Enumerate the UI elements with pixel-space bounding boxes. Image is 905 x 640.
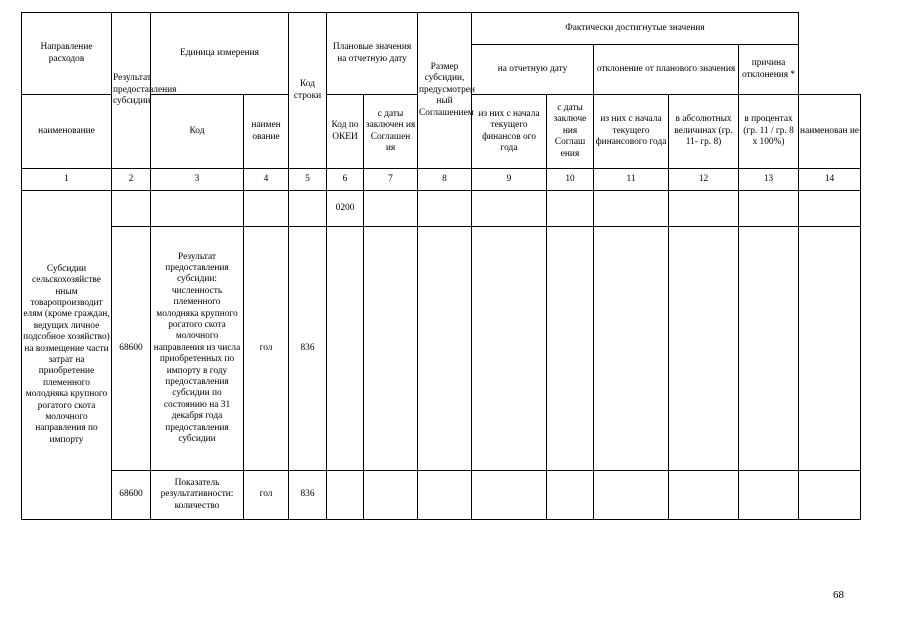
- header-name: наименование: [22, 95, 112, 169]
- line-code-cell: 0200: [327, 191, 364, 227]
- header-unit: Единица измерения: [151, 13, 289, 95]
- column-number: 10: [547, 169, 594, 191]
- header-since-fy-actual: из них с начала текущего финансового года: [594, 95, 669, 169]
- header-since-fy: из них с начала текущего финансов ого года: [472, 95, 547, 169]
- column-number: 5: [289, 169, 327, 191]
- header-at-report-date: на отчетную дату: [472, 45, 594, 95]
- header-abs: в абсолютных величинах (гр. 11- гр. 8): [669, 95, 739, 169]
- column-number: 12: [669, 169, 739, 191]
- header-code: Код: [151, 95, 244, 169]
- indicator-code-cell: 68600: [112, 471, 151, 520]
- column-number: 7: [364, 169, 418, 191]
- column-number: 6: [327, 169, 364, 191]
- header-pct: в процентах (гр. 11 / гр. 8 х 100%): [739, 95, 799, 169]
- column-number: 4: [244, 169, 289, 191]
- column-number: 8: [418, 169, 472, 191]
- page-number: 68: [833, 589, 844, 601]
- result-okei-cell: 836: [289, 227, 327, 471]
- report-table: [21, 12, 861, 520]
- header-since-agreement-actual: с даты заключе ния Соглаш ения: [547, 95, 594, 169]
- indicator-okei-cell: 836: [289, 471, 327, 520]
- header-okei-code: Код по ОКЕИ: [327, 95, 364, 169]
- column-number: 2: [112, 169, 151, 191]
- result-text-cell: Результат предоставления субсидии: численность племенного молодняка крупного рогатого скота молочного направления из числа приобретенных по импорту в году предоставления субсидии по состоянию на 31 декабря года предоставления субсидии: [151, 227, 244, 471]
- header-deviation: отклонение от планового значения: [594, 45, 739, 95]
- table-row: [22, 471, 861, 520]
- result-unit-cell: гол: [244, 227, 289, 471]
- column-number: 11: [594, 169, 669, 191]
- header-planned: Плановые значения на отчетную дату: [327, 13, 418, 95]
- header-direction: Направление расходов: [22, 13, 112, 95]
- result-code-cell: 68600: [112, 227, 151, 471]
- header-result: Результат предоставления субсидии: [112, 13, 151, 169]
- header-subsidy-size: Размер субсидии, предусмотрен ный Соглашением: [418, 13, 472, 169]
- header-line-code: Код строки: [289, 13, 327, 169]
- indicator-text-cell: Показатель результативности: количество: [151, 471, 244, 520]
- table-row: [22, 227, 861, 471]
- column-number: 3: [151, 169, 244, 191]
- column-number: 14: [799, 169, 861, 191]
- header-reason-name: наименован ие: [799, 95, 861, 169]
- column-number: 1: [22, 169, 112, 191]
- header-actual: Фактически достигнутые значения: [472, 13, 799, 45]
- indicator-unit-cell: гол: [244, 471, 289, 520]
- header-since-agreement: с даты заключен ия Соглашен ия: [364, 95, 418, 169]
- expense-name-cell: Субсидии сельскохозяйстве нным товаропроизводит елям (кроме граждан, ведущих личное подсобное хозяйство) на возмещение части затрат на приобретение племенного молодняка крупного рогатого скота молочного направления по импорту: [22, 191, 112, 520]
- column-number: 13: [739, 169, 799, 191]
- table-row: [22, 191, 861, 227]
- header-unit-name: наимен ование: [244, 95, 289, 169]
- header-deviation-reason: причина отклонения *: [739, 45, 799, 95]
- column-number: 9: [472, 169, 547, 191]
